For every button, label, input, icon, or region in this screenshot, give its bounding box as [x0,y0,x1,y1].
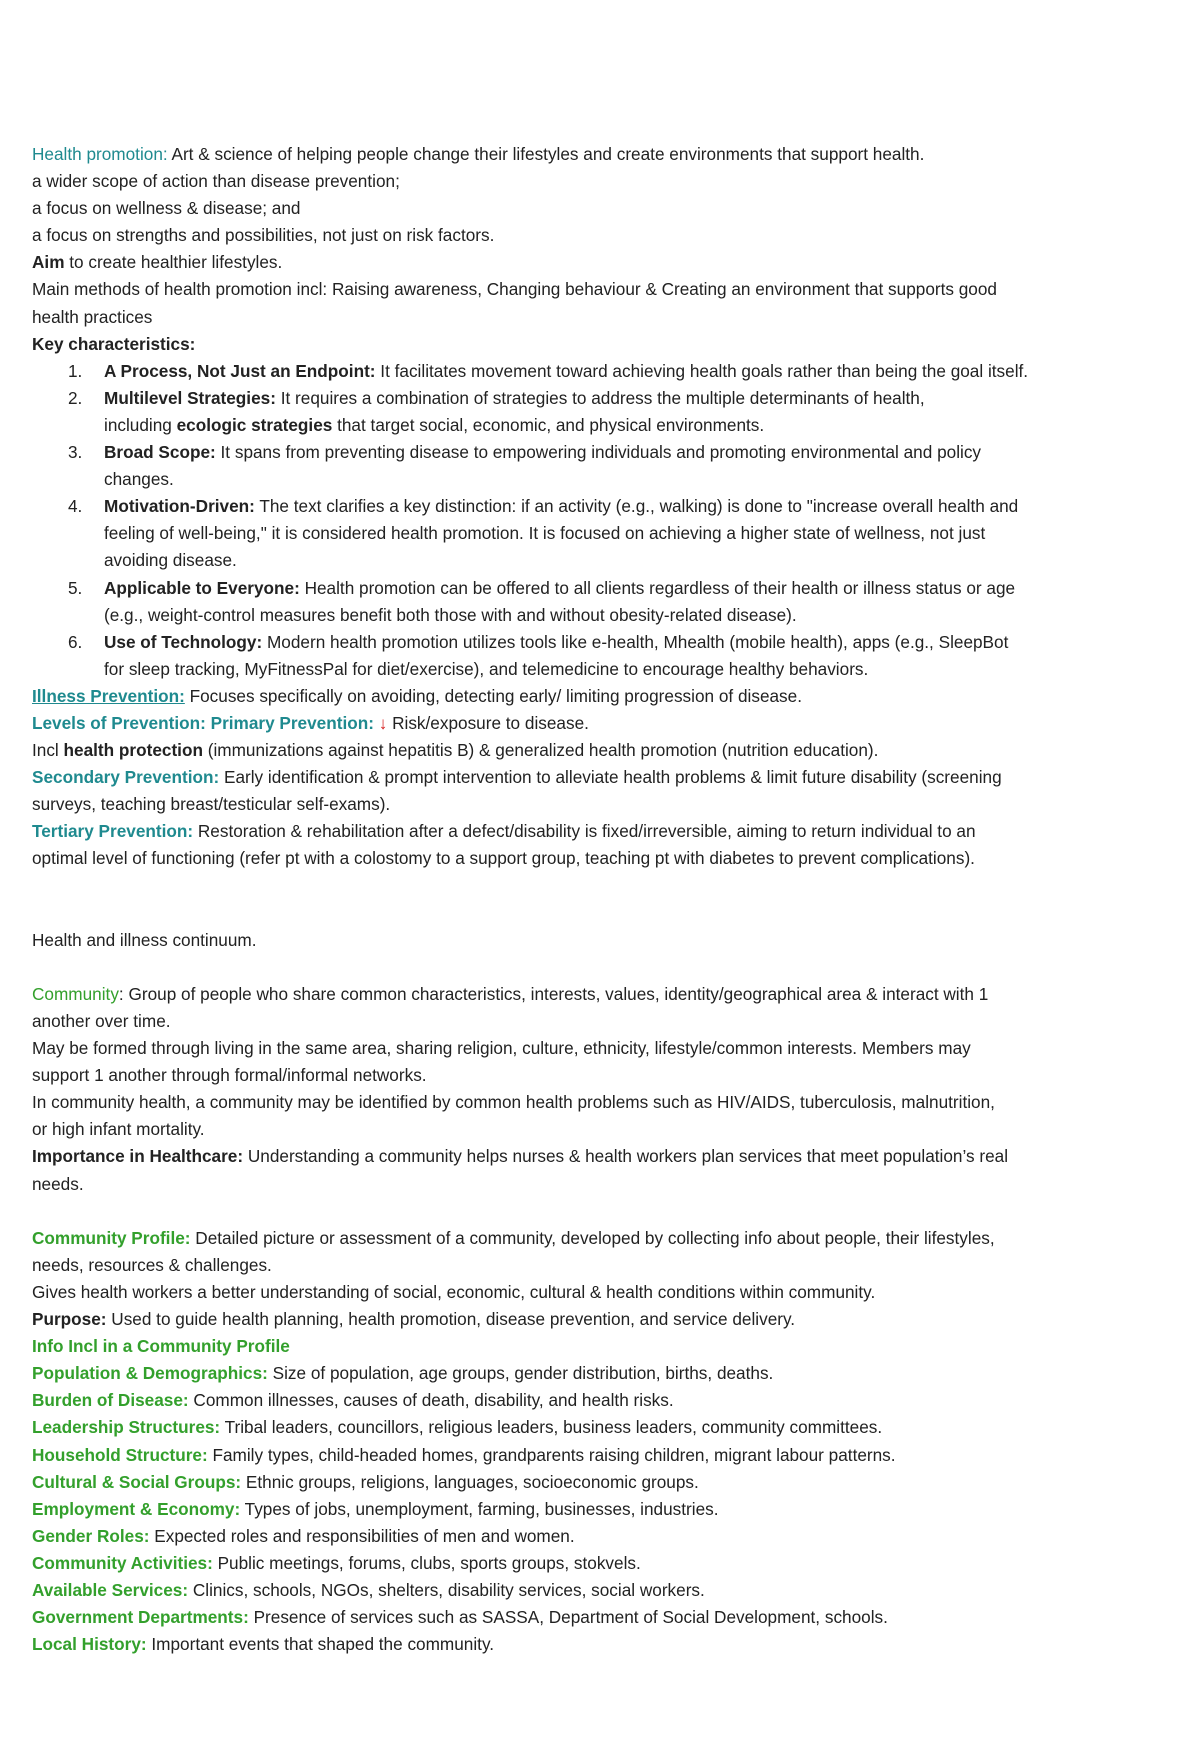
importance-line [32,1143,1177,1170]
health-promotion-point: a focus on strengths and possibilities, not just on risk factors. [32,225,495,246]
profile-item [32,1631,1177,1658]
characteristic-text: Modern health promotion utilizes tools like e-health, Mhealth (mobile health), apps (e.g., SleepBot [262,631,1009,652]
profile-item [32,1414,1177,1441]
list-item-continuation: avoiding disease. [104,550,237,571]
health-promotion-text: Art & science of helping people change their lifestyles and create environments that support health. [167,144,925,164]
profile-item [32,1604,1177,1631]
methods-line-cont: health practices [32,306,153,327]
characteristic-text: It facilitates movement toward achieving health goals rather than being the goal itself. [375,360,1029,381]
primary-prevention-text: Risk/exposure to disease. [387,712,589,733]
aim-term: Aim [32,252,65,273]
continuum-heading: Health and illness continuum. [32,929,257,950]
document-page [32,141,1177,1658]
methods-line: Main methods of health promotion incl: Raising awareness, Changing behaviour & Creating an environment that supports good [32,279,997,300]
profile-item [32,1523,1177,1550]
importance-cont: needs. [32,1173,84,1194]
profile-item-text: Types of jobs, unemployment, farming, businesses, industries. [240,1498,719,1519]
characteristic-text: It requires a combination of strategies to address the multiple determinants of health, [275,387,925,408]
characteristic-term: Multilevel Strategies: [104,387,276,408]
characteristic-text: Health promotion can be offered to all clients regardless of their health or illness status or age [299,577,1016,598]
profile-item [32,1387,1177,1414]
list-item [32,385,1177,412]
profile-item-term: Population & Demographics: [32,1363,268,1384]
profile-item [32,1360,1177,1387]
profile-item-text: Expected roles and responsibilities of men and women. [149,1525,575,1546]
health-protection-text: (immunizations against hepatitis B) & generalized health promotion (nutrition education). [202,740,879,761]
aim-text: to create healthier lifestyles. [64,252,283,273]
purpose-line [32,1306,1177,1333]
gives-line: Gives health workers a better understanding of social, economic, cultural & health conditions within community. [32,1281,876,1302]
key-characteristics-heading: Key characteristics: [32,333,196,354]
profile-item-term: Local History: [32,1634,147,1655]
profile-item [32,1442,1177,1469]
list-item [32,439,1177,466]
spacer [32,900,1177,927]
health-protection-line [32,737,1177,764]
key-characteristics-list [32,358,1177,683]
primary-prevention-line [32,710,1177,737]
community-profile-definition [32,1225,1177,1252]
secondary-prevention-term: Secondary Prevention: [32,767,220,788]
characteristic-text: The text clarifies a key distinction: if an activity (e.g., walking) is done to "increase overall health and [254,496,1019,517]
profile-item-text: Clinics, schools, NGOs, shelters, disability services, social workers. [188,1579,705,1600]
down-arrow-icon: ↓ [373,712,388,733]
community-term: Community [32,983,119,1004]
illness-prevention-line [32,683,1177,710]
list-item-continuation: feeling of well-being," it is considered health promotion. It is focused on achieving a higher state of wellness, not just [104,523,986,544]
community-formed: May be formed through living in the same area, sharing religion, culture, ethnicity, lifestyle/common interests. Members may [32,1038,971,1059]
secondary-prevention-text: Early identification & prompt intervention to alleviate health problems & limit future disability (screening [219,767,1002,788]
list-number: 3. [68,442,83,463]
spacer [32,1198,1177,1225]
profile-item [32,1550,1177,1577]
profile-item-text: Ethnic groups, religions, languages, socioeconomic groups. [241,1471,699,1492]
continuation-text: including [104,414,177,435]
profile-item-text: Public meetings, forums, clubs, sports groups, stokvels. [212,1552,641,1573]
list-item [32,629,1177,656]
community-profile-cont: needs, resources & challenges. [32,1254,272,1275]
importance-term: Importance in Healthcare: [32,1146,244,1167]
profile-item-term: Burden of Disease: [32,1390,189,1411]
aim-line [32,249,1177,276]
spacer [32,873,1177,900]
ecologic-strategies-term: ecologic strategies [176,414,333,435]
profile-item-term: Cultural & Social Groups: [32,1471,242,1492]
tertiary-prevention-term: Tertiary Prevention: [32,821,194,842]
list-item [32,493,1177,520]
list-item-continuation: changes. [104,469,174,490]
community-health-cont: or high infant mortality. [32,1119,205,1140]
characteristic-term: Motivation-Driven: [104,496,255,517]
characteristic-term: Use of Technology: [104,631,263,652]
community-definition [32,981,1177,1008]
characteristic-text: It spans from preventing disease to empowering individuals and promoting environmental and policy [215,442,982,463]
profile-item-term: Leadership Structures: [32,1417,221,1438]
profile-item-term: Government Departments: [32,1607,249,1628]
profile-item [32,1469,1177,1496]
community-profile-term: Community Profile: [32,1227,191,1248]
list-item [32,575,1177,602]
health-promotion-term: Health promotion: [32,144,168,164]
profile-item-term: Community Activities: [32,1552,213,1573]
profile-item-term: Household Structure: [32,1444,208,1465]
continuation-text: that target social, economic, and physical environments. [332,414,765,435]
profile-item-term: Available Services: [32,1579,189,1600]
profile-item-text: Family types, child-headed homes, grandparents raising children, migrant labour patterns. [207,1444,896,1465]
list-number: 5. [68,577,83,598]
profile-item-term: Gender Roles: [32,1525,150,1546]
characteristic-term: A Process, Not Just an Endpoint: [104,360,376,381]
community-profile-text: Detailed picture or assessment of a community, developed by collecting info about people, their lifestyles, [190,1227,995,1248]
profile-item-text: Common illnesses, causes of death, disability, and health risks. [188,1390,674,1411]
profile-item [32,1496,1177,1523]
community-health: In community health, a community may be identified by common health problems such as HIV/AIDS, tuberculosis, malnutrition, [32,1092,995,1113]
tertiary-prevention-text: Restoration & rehabilitation after a defect/disability is fixed/irreversible, aiming to return individual to an [193,821,976,842]
characteristic-term: Applicable to Everyone: [104,577,300,598]
list-number: 6. [68,631,83,652]
community-definition-cont: another over time. [32,1011,171,1031]
health-promotion-point: a wider scope of action than disease prevention; [32,171,400,192]
secondary-prevention-cont: surveys, teaching breast/testicular self-exams). [32,794,391,815]
profile-item-text: Tribal leaders, councillors, religious leaders, business leaders, community committees. [220,1417,883,1438]
importance-text: Understanding a community helps nurses & health workers plan services that meet population’s real [243,1146,1009,1167]
list-number: 1. [68,360,83,381]
health-promotion-definition [32,141,1177,168]
profile-item-text: Size of population, age groups, gender distribution, births, deaths. [267,1363,774,1384]
list-item-continuation [32,412,1177,439]
list-item [32,358,1177,385]
health-promotion-point: a focus on wellness & disease; and [32,198,301,219]
levels-of-prevention-term: Levels of Prevention: Primary Prevention: [32,712,374,733]
secondary-prevention-line [32,764,1177,791]
purpose-text: Used to guide health planning, health promotion, disease prevention, and service delivery. [106,1309,796,1330]
illness-prevention-term: Illness Prevention: [32,685,185,706]
tertiary-prevention-line [32,818,1177,845]
community-formed-cont: support 1 another through formal/informal networks. [32,1065,427,1086]
profile-item-text: Important events that shaped the community. [146,1634,495,1655]
community-colon: : [118,983,124,1004]
info-heading: Info Incl in a Community Profile [32,1336,290,1357]
characteristic-term: Broad Scope: [104,442,216,463]
spacer [32,954,1177,981]
list-number: 4. [68,496,83,517]
profile-item-term: Employment & Economy: [32,1498,241,1519]
tertiary-prevention-cont: optimal level of functioning (refer pt with a colostomy to a support group, teaching pt with diabetes to prevent complications). [32,848,975,869]
community-text: Group of people who share common characteristics, interests, values, identity/geographical area & interact with 1 [123,983,989,1004]
purpose-term: Purpose: [32,1309,107,1330]
health-protection-term: health protection [63,740,203,761]
illness-prevention-text: Focuses specifically on avoiding, detecting early/ limiting progression of disease. [184,685,802,706]
list-item-continuation: (e.g., weight-control measures benefit both those with and without obesity-related disease). [104,604,797,625]
incl-text: Incl [32,740,64,761]
list-item-continuation: for sleep tracking, MyFitnessPal for diet/exercise), and telemedicine to encourage healthy behaviors. [104,658,869,679]
profile-item-text: Presence of services such as SASSA, Department of Social Development, schools. [248,1607,888,1628]
profile-item [32,1577,1177,1604]
list-number: 2. [68,387,83,408]
